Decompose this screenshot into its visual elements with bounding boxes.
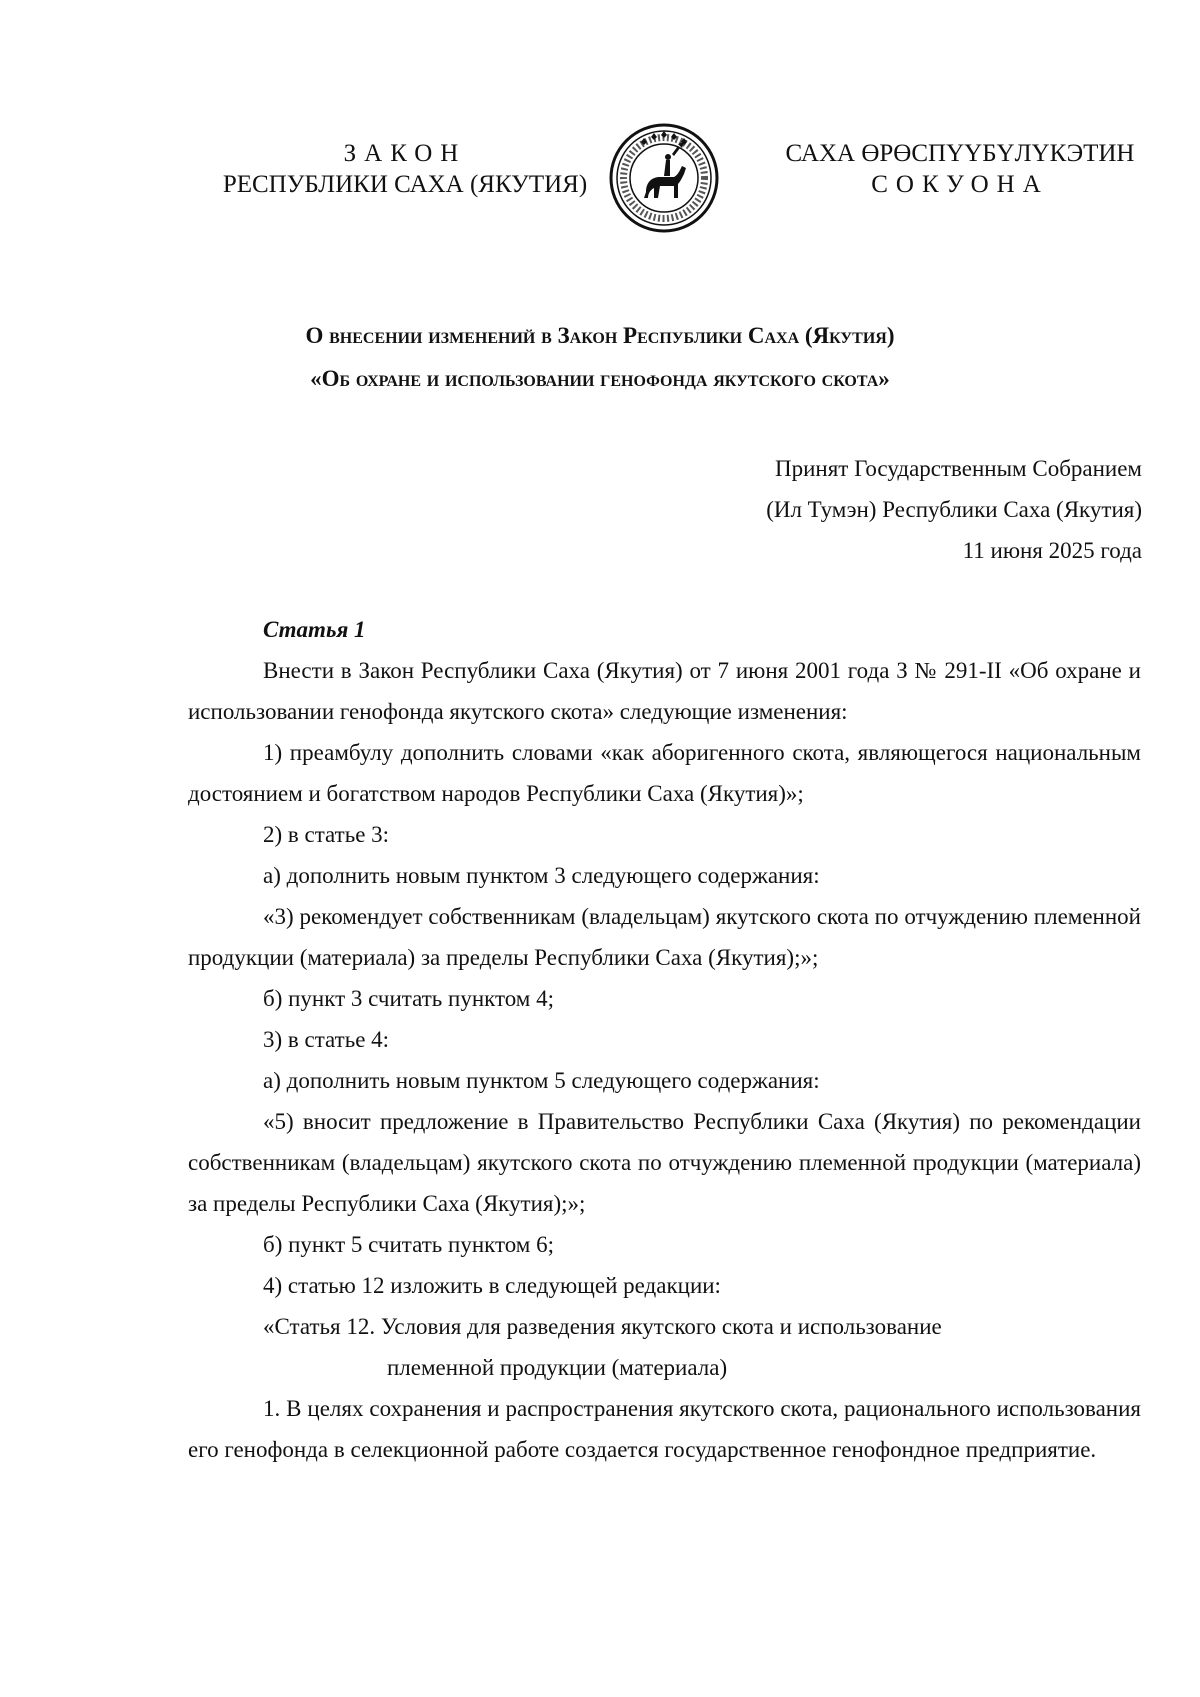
article-body [188, 609, 1141, 1470]
document-title-line2: «Об охране и использовании генофонда якутского скота» [310, 366, 890, 391]
adoption-date: 11 июня 2025 года [962, 538, 1142, 563]
article-paragraph: 1) преамбулу дополнить словами «как аборигенного скота, являющегося национальным достоянием и богатством народов Республики Саха (Якутия)»; [188, 740, 1141, 806]
header-right-line1: САХА ӨРӨСПҮҮБҮЛҮКЭТИН [785, 140, 1135, 167]
article-paragraph: Внести в Закон Республики Саха (Якутия) от 7 июня 2001 года З № 291-II «Об охране и использовании генофонда якутского скота» следующие изменения: [188, 658, 1141, 724]
document-title-line1: О внесении изменений в Закон Республики Саха (Якутия) [305, 323, 895, 348]
header-left-line2: РЕСПУБЛИКИ САХА (ЯКУТИЯ) [222, 171, 588, 198]
article-paragraph: 4) статью 12 изложить в следующей редакции: [263, 1273, 721, 1298]
adoption-line2: (Ил Тумэн) Республики Саха (Якутия) [766, 497, 1142, 522]
header-yakut [770, 138, 1150, 200]
article-paragraph: 2) в статье 3: [263, 822, 390, 847]
article-paragraph: «3) рекомендует собственникам (владельцам) якутского скота по отчуждению племенной продукции (материала) за пределы Республики Саха (Якутия);»; [188, 904, 1141, 970]
article-paragraph: а) дополнить новым пунктом 3 следующего содержания: [263, 863, 820, 888]
article-paragraph: б) пункт 3 считать пунктом 4; [263, 986, 555, 1011]
header-russian [215, 138, 595, 200]
coat-of-arms-icon [608, 122, 720, 234]
article-paragraph: а) дополнить новым пунктом 5 следующего содержания: [263, 1068, 820, 1093]
header-left-line1: ЗАКОН [343, 140, 467, 167]
quoted-article-title-line1: «Статья 12. Условия для разведения якутского скота и использование [263, 1314, 942, 1339]
quoted-article-title-line2: племенной продукции (материала) [387, 1355, 728, 1380]
article-heading: Статья 1 [263, 617, 366, 642]
quoted-paragraph: 1. В целях сохранения и распространения якутского скота, рационального использования его генофонда в селекционной работе создается государственное генофондное предприятие. [188, 1396, 1141, 1462]
article-paragraph: б) пункт 5 считать пунктом 6; [263, 1232, 555, 1257]
adoption-line1: Принят Государственным Собранием [774, 456, 1142, 481]
header-right-line2: СОКУОНА [871, 171, 1049, 198]
adoption-info [766, 448, 1142, 571]
article-paragraph: 3) в статье 4: [263, 1027, 390, 1052]
article-paragraph: «5) вносит предложение в Правительство Республики Саха (Якутия) по рекомендации собственникам (владельцам) якутского скота по отчуждению племенной продукции (материала) за пределы Республики Саха (Якутия);»; [188, 1109, 1141, 1216]
